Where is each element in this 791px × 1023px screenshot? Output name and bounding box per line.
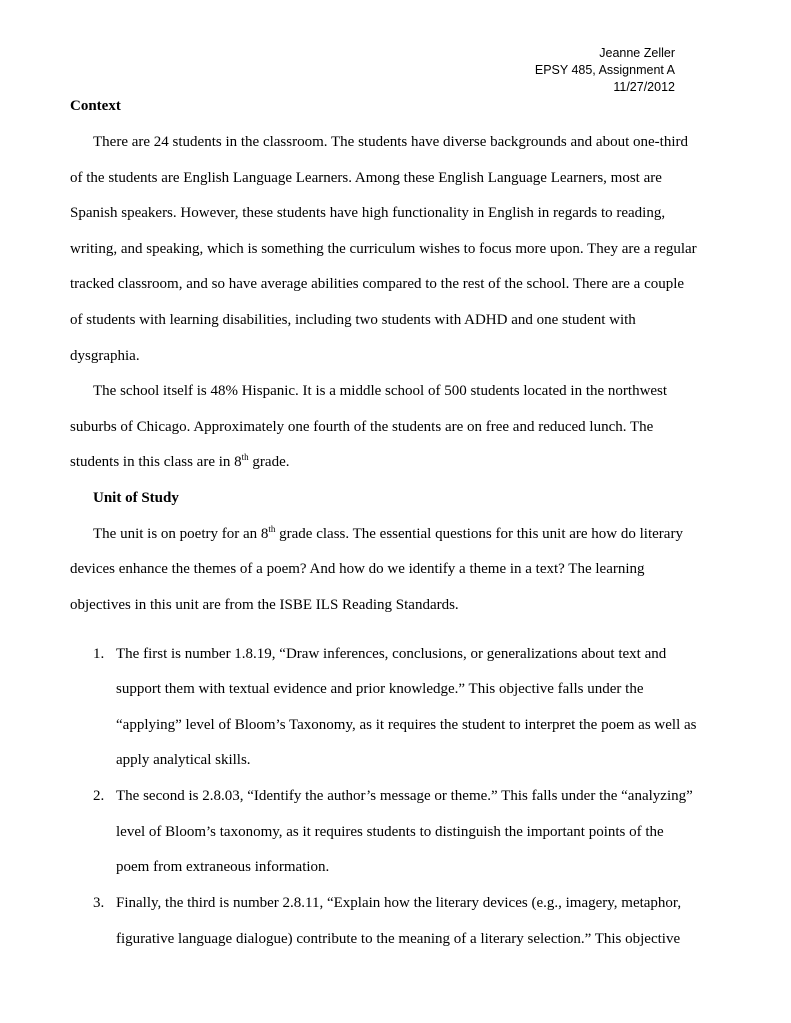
- ordinal-superscript: th: [241, 452, 249, 462]
- objective-line: The second is 2.8.03, “Identify the author’s message or theme.” This falls under the “analyzing”: [116, 788, 693, 804]
- grade-text-end: grade.: [248, 454, 290, 470]
- context-para1-line: of students with learning disabilities, including two students with ADHD and one student with: [70, 312, 636, 328]
- context-para1-line: of the students are English Language Learners. Among these English Language Learners, most are: [70, 170, 662, 186]
- context-para2-line: [70, 454, 289, 471]
- document-date: 11/27/2012: [613, 80, 675, 94]
- unit-text: The unit is on poetry for an 8: [93, 526, 269, 542]
- objective-line: “applying” level of Bloom’s Taxonomy, as it requires the student to interpret the poem as well as: [116, 717, 697, 733]
- course-assignment: EPSY 485, Assignment A: [534, 63, 675, 77]
- ordinal-superscript: th: [268, 524, 276, 534]
- context-para1-line: Spanish speakers. However, these students have high functionality in English in regards to reading,: [70, 205, 666, 221]
- unit-line: devices enhance the themes of a poem? And how do we identify a theme in a text? The learning: [70, 561, 645, 577]
- grade-text: students in this class are in 8: [70, 454, 242, 470]
- author-name: Jeanne Zeller: [599, 46, 675, 60]
- objective-line: Finally, the third is number 2.8.11, “Explain how the literary devices (e.g., imagery, metaphor,: [116, 895, 682, 911]
- unit-heading: Unit of Study: [93, 490, 179, 506]
- context-para1-line: writing, and speaking, which is something the curriculum wishes to focus more upon. They are a regular: [70, 241, 697, 257]
- context-para1-line: tracked classroom, and so have average abilities compared to the rest of the school. There are a couple: [70, 276, 685, 292]
- context-para2-line: suburbs of Chicago. Approximately one fourth of the students are on free and reduced lunch. The: [70, 419, 654, 435]
- objective-line: support them with textual evidence and prior knowledge.” This objective falls under the: [116, 681, 644, 697]
- unit-line: objectives in this unit are from the ISBE ILS Reading Standards.: [70, 597, 459, 613]
- context-para2-line: The school itself is 48% Hispanic. It is a middle school of 500 students located in the northwest: [93, 383, 668, 399]
- objective-number: 1.: [93, 646, 105, 662]
- objective-line: figurative language dialogue) contribute to the meaning of a literary selection.” This objective: [116, 931, 681, 947]
- unit-line: [93, 526, 683, 543]
- objective-line: level of Bloom’s taxonomy, as it requires students to distinguish the important points of the: [116, 824, 664, 840]
- objective-line: poem from extraneous information.: [116, 859, 330, 875]
- unit-text-end: grade class. The essential questions for this unit are how do literary: [275, 526, 683, 542]
- objective-line: The first is number 1.8.19, “Draw inferences, conclusions, or generalizations about text and: [116, 646, 667, 662]
- objective-number: 2.: [93, 788, 105, 804]
- context-para1-line: There are 24 students in the classroom. The students have diverse backgrounds and about one-third: [93, 134, 688, 150]
- objective-number: 3.: [93, 895, 105, 911]
- context-para1-line: dysgraphia.: [70, 348, 140, 364]
- context-heading: Context: [70, 98, 121, 114]
- header-block: [535, 45, 675, 96]
- objective-line: apply analytical skills.: [116, 752, 251, 768]
